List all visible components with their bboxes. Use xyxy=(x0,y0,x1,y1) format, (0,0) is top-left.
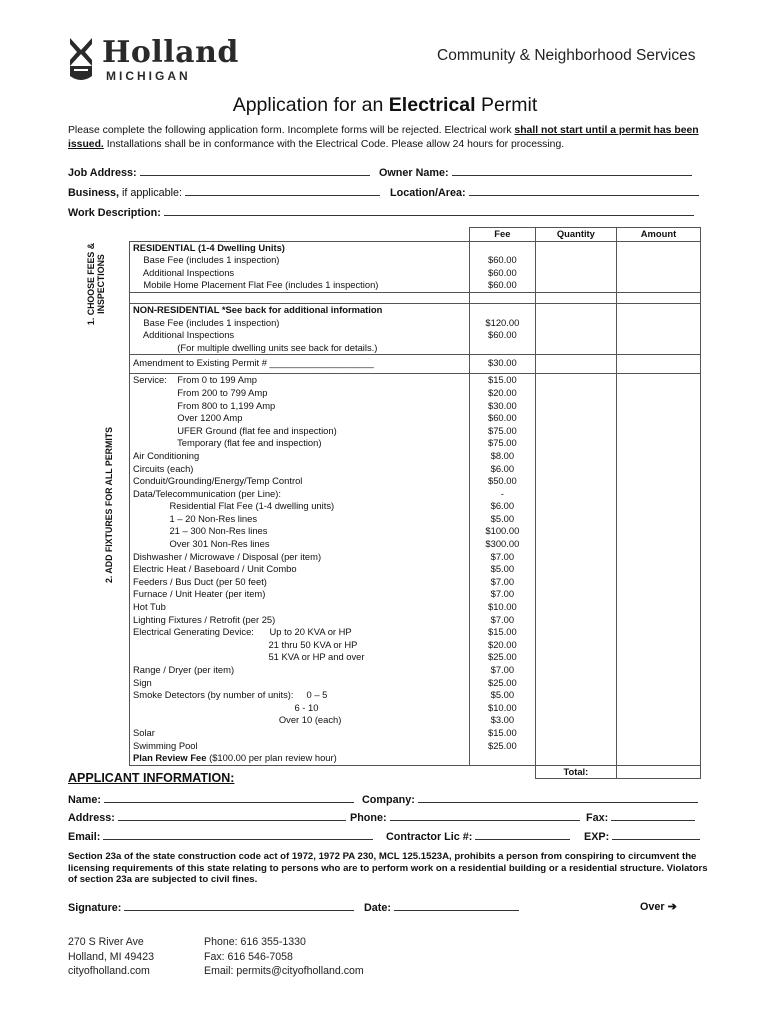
intro-text: Please complete the following application form. Incomplete forms will be rejected. Electrical work shall not start until a permit has been issued. Installations shall be in conformance with the Electrical Code. Please allow 24 hours for processing. xyxy=(68,125,699,150)
logo-name: Holland xyxy=(102,35,239,70)
website-link[interactable]: cityofholland.com xyxy=(68,965,150,977)
fixture-item: 1 – 20 Non-Res lines xyxy=(133,512,258,524)
fixture-item: Dishwasher / Microwave / Disposal (per item) xyxy=(133,550,322,562)
fixture-item: Over 10 (each) xyxy=(133,714,342,726)
fixture-item: Electric Heat / Baseboard / Unit Combo xyxy=(133,563,297,575)
residential-block xyxy=(130,241,701,292)
contractor-license-field[interactable]: Contractor Lic #: xyxy=(386,829,570,843)
fixture-fee: $7.00 xyxy=(490,550,515,562)
email-link[interactable]: Email: permits@cityofholland.com xyxy=(204,965,364,977)
phone-field[interactable]: Phone: xyxy=(350,810,580,824)
fixture-item: Air Conditioning xyxy=(133,449,200,461)
work-description-field[interactable]: Work Description: xyxy=(68,205,694,219)
plan-review-item: Plan Review Fee ($100.00 per plan review hour) xyxy=(133,752,337,764)
fixture-fee: $3.00 xyxy=(490,714,515,726)
fixture-fee: $25.00 xyxy=(488,739,517,751)
fixture-item: Furnace / Unit Heater (per item) xyxy=(133,588,266,600)
fixture-item: Hot Tub xyxy=(133,601,166,613)
fixture-fee: $20.00 xyxy=(488,386,517,398)
amendment-row xyxy=(130,355,701,374)
footer-address: 270 S River Ave Holland, MI 49423 cityofholland.com xyxy=(68,936,154,977)
nonresidential-descriptions: NON-RESIDENTIAL *See back for additional information Base Fee (includes 1 inspection) Additional Inspections (For multiple dwelling units see back for details.) xyxy=(130,303,470,354)
fixture-item: 51 KVA or HP and over xyxy=(133,651,365,663)
email-field[interactable]: Email: xyxy=(68,829,373,843)
fixture-fee: $75.00 xyxy=(488,437,517,449)
page-title: Application for an Electrical Permit xyxy=(232,94,538,116)
fixture-item: From 800 to 1,199 Amp xyxy=(133,399,276,411)
nonresidential-quantity-input[interactable] xyxy=(535,303,616,354)
fixture-fee: $5.00 xyxy=(490,512,515,524)
amendment-description: Amendment to Existing Permit # ____________________ xyxy=(130,355,470,374)
fixture-fee: $15.00 xyxy=(488,726,517,738)
fixture-fee: $6.00 xyxy=(490,500,515,512)
fixture-item: Lighting Fixtures / Retrofit (per 25) xyxy=(133,613,276,625)
date-field[interactable]: Date: xyxy=(364,900,519,914)
fixture-fee: $5.00 xyxy=(490,563,515,575)
fixture-fee: $10.00 xyxy=(488,601,517,613)
residential-amount-input[interactable] xyxy=(617,241,701,292)
fixture-fee: $30.00 xyxy=(488,399,517,411)
fixture-fee: $20.00 xyxy=(488,638,517,650)
location-area-field[interactable]: Location/Area: xyxy=(390,185,699,199)
fixture-item: Feeders / Bus Duct (per 50 feet) xyxy=(133,575,267,587)
fixture-item: Electrical Generating Device: Up to 20 KVA or HP xyxy=(133,626,352,638)
fixture-fee: $6.00 xyxy=(490,462,515,474)
fixture-fee: $25.00 xyxy=(488,676,517,688)
fixture-fee: $7.00 xyxy=(490,613,515,625)
fixture-fee: $7.00 xyxy=(490,664,515,675)
fixture-fee: $50.00 xyxy=(488,475,517,487)
fixture-item: 21 thru 50 KVA or HP xyxy=(133,638,358,650)
fixture-fee: $8.00 xyxy=(490,449,515,461)
fixture-fee: $75.00 xyxy=(488,424,517,436)
fee-table xyxy=(129,227,701,779)
signature-field[interactable]: Signature: xyxy=(68,900,354,914)
fixture-fee: $60.00 xyxy=(488,412,517,424)
fixture-item: Swimming Pool xyxy=(133,739,198,751)
fixture-fee: $25.00 xyxy=(488,651,517,663)
residential-fees: $60.00 $60.00 $60.00 xyxy=(469,241,535,292)
side-label-add-fixtures: 2. ADD FIXTURES FOR ALL PERMITS xyxy=(104,426,114,584)
fixture-item: Solar xyxy=(133,726,155,738)
footer-contact: Phone: 616 355-1330 Fax: 616 546-7058 Email: permits@cityofholland.com xyxy=(204,936,364,977)
fee-header: Fee xyxy=(469,228,535,242)
fixture-item: 6 - 10 xyxy=(133,701,319,713)
owner-name-field[interactable]: Owner Name: xyxy=(379,165,692,179)
job-address-field[interactable]: Job Address: xyxy=(68,165,370,179)
logo-subtitle: MICHIGAN xyxy=(106,69,191,83)
total-label: Total: xyxy=(535,765,616,779)
amendment-amount-input[interactable] xyxy=(617,355,701,374)
business-field[interactable]: Business, if applicable: xyxy=(68,185,380,199)
legal-notice: Section 23a of the state construction code act of 1972, 1972 PA 230, MCL 125.1523A, prohibits a person from conspiring to circumvent the licensing requirements of this state relating to persons who are to perform work on a residential building or a residential structure. Violators of section 23a are subjected to civil fines. xyxy=(68,851,708,885)
fixture-item: Over 301 Non-Res lines xyxy=(133,538,270,550)
quantity-header: Quantity xyxy=(535,228,616,242)
fixture-fee: $5.00 xyxy=(490,689,515,701)
fixture-fee: $300.00 xyxy=(485,538,520,550)
over-label: Over ➔ xyxy=(640,901,677,913)
nonresidential-block xyxy=(130,303,701,354)
spacer-row xyxy=(130,292,701,303)
fixture-fee: $10.00 xyxy=(488,701,517,713)
fixtures-block xyxy=(130,374,701,765)
fixture-fee: $15.00 xyxy=(488,374,517,386)
fixture-item: Data/Telecommunication (per Line): xyxy=(133,487,281,499)
fixture-item: 21 – 300 Non-Res lines xyxy=(133,525,268,537)
nonresidential-fees: $120.00 $60.00 xyxy=(469,303,535,354)
applicant-heading: APPLICANT INFORMATION: xyxy=(68,771,235,785)
fixture-item: Conduit/Grounding/Energy/Temp Control xyxy=(133,475,303,487)
fixture-item: Sign xyxy=(133,676,152,688)
amendment-quantity-input[interactable] xyxy=(535,355,616,374)
fixture-item: From 200 to 799 Amp xyxy=(133,386,268,398)
amount-header: Amount xyxy=(617,228,701,242)
nonresidential-amount-input[interactable] xyxy=(617,303,701,354)
address-field[interactable]: Address: xyxy=(68,810,346,824)
fax-field[interactable]: Fax: xyxy=(586,810,695,824)
fixture-item: Residential Flat Fee (1-4 dwelling units) xyxy=(133,500,335,512)
fixture-fee: $7.00 xyxy=(490,588,515,600)
fixture-fees xyxy=(469,374,535,765)
department-name: Community & Neighborhood Services xyxy=(437,47,696,64)
fixture-amount-input[interactable] xyxy=(617,374,701,765)
fixture-fee: - xyxy=(500,487,504,499)
fixture-item: UFER Ground (flat fee and inspection) xyxy=(133,424,337,436)
total-amount-input[interactable] xyxy=(617,765,701,779)
fixture-item: Service: From 0 to 199 Amp xyxy=(133,374,258,386)
fixture-fee: $15.00 xyxy=(488,626,517,638)
residential-descriptions: RESIDENTIAL (1-4 Dwelling Units) Base Fee (includes 1 inspection) Additional Inspections Mobile Home Placement Flat Fee (includes 1 inspection) xyxy=(130,241,470,292)
fixture-fee: $100.00 xyxy=(485,525,520,537)
fixture-descriptions xyxy=(130,374,470,765)
table-header-row xyxy=(130,228,701,242)
holland-logo-icon xyxy=(68,36,94,84)
side-label-choose-fees: 1. CHOOSE FEES & INSPECTIONS xyxy=(86,242,106,326)
fixture-item: Over 1200 Amp xyxy=(133,412,243,424)
fixture-item: Temporary (flat fee and inspection) xyxy=(133,437,322,449)
name-field[interactable]: Name: xyxy=(68,792,354,806)
fixture-item: Circuits (each) xyxy=(133,462,194,474)
company-field[interactable]: Company: xyxy=(362,792,698,806)
expiration-field[interactable]: EXP: xyxy=(584,829,700,843)
residential-quantity-input[interactable] xyxy=(535,241,616,292)
fixture-fee: $7.00 xyxy=(490,575,515,587)
fixture-quantity-input[interactable] xyxy=(535,374,616,765)
fixture-item: Range / Dryer (per item) xyxy=(133,664,235,675)
amendment-fee: $30.00 xyxy=(469,355,535,374)
fixture-item: Smoke Detectors (by number of units): 0 – 5 xyxy=(133,689,328,701)
